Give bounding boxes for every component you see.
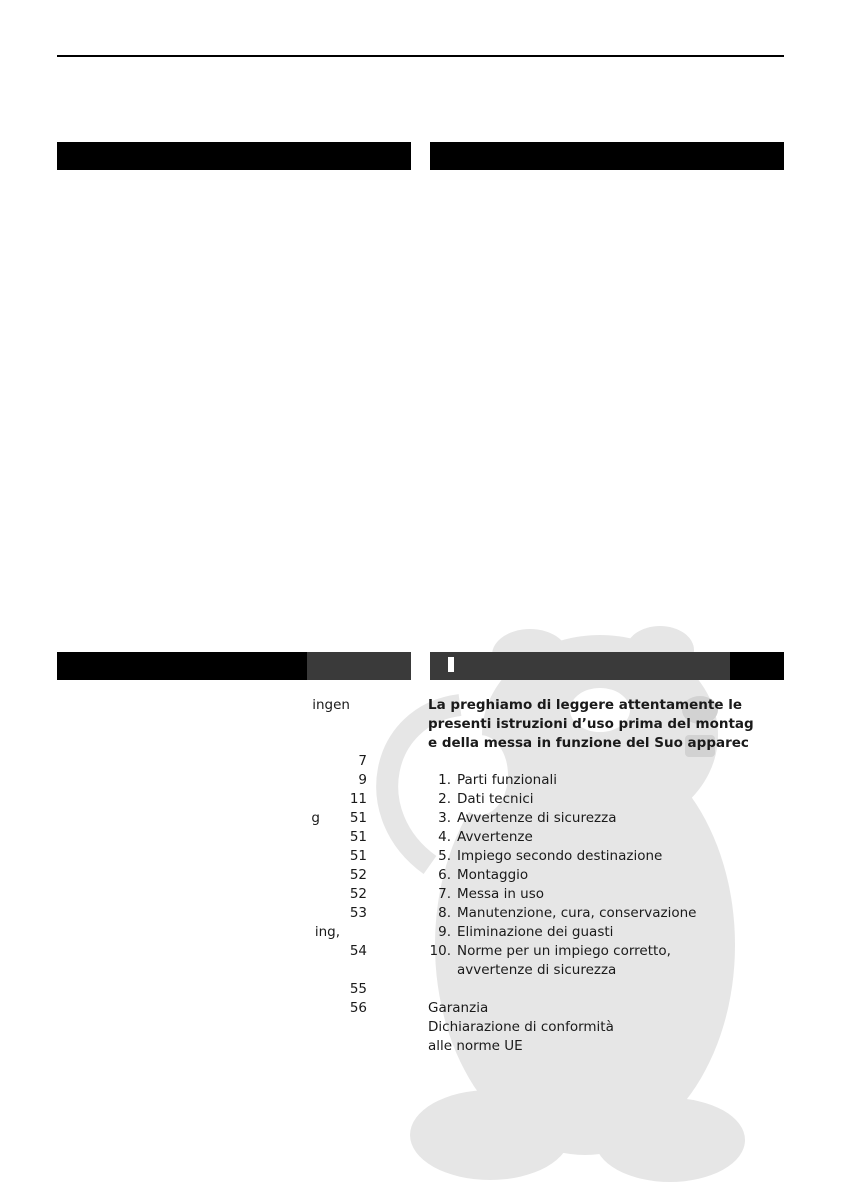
section-bar-left-accent (307, 652, 411, 680)
page-number: 52 (349, 867, 367, 883)
left-fragment: ingen (312, 697, 350, 713)
footer-item: Dichiarazione di conformità (428, 1019, 614, 1035)
footer-item: alle norme UE (428, 1038, 523, 1054)
intro-line: presenti istruzioni d’uso prima del montag (428, 716, 754, 732)
toc-item: avvertenze di sicurezza (457, 962, 617, 978)
header-bar-right (430, 142, 784, 170)
intro-line: La preghiamo di leggere attentamente le (428, 697, 742, 713)
left-fragment: g (311, 810, 320, 826)
page-number: 51 (349, 810, 367, 826)
section-letter-mark (448, 657, 454, 672)
page-number: 53 (349, 905, 367, 921)
toc-item: 7. Messa in uso (438, 886, 545, 902)
page-number: 54 (349, 943, 367, 959)
toc-item: 2. Dati tecnici (438, 791, 534, 807)
intro-line: e della messa in funzione del Suo apparec (428, 735, 749, 751)
page-number: 51 (349, 848, 367, 864)
toc-item: 3. Avvertenze di sicurezza (438, 810, 617, 826)
toc-item: 10. Norme per un impiego corretto, (429, 943, 671, 959)
page-number: 11 (349, 791, 367, 807)
toc-item: 9. Eliminazione dei guasti (438, 924, 614, 940)
page-number: 7 (358, 753, 367, 769)
page-number: 51 (349, 829, 367, 845)
page-number: 9 (358, 772, 367, 788)
header-bar-left (57, 142, 411, 170)
toc-item: 6. Montaggio (438, 867, 529, 883)
footer-item: Garanzia (428, 1000, 489, 1016)
top-rule (57, 55, 784, 57)
section-bar-right-accent (430, 652, 730, 680)
left-fragment: ing, (314, 924, 340, 940)
toc-item: 4. Avvertenze (438, 829, 533, 845)
page-number: 52 (349, 886, 367, 902)
toc-item: 8. Manutenzione, cura, conservazione (438, 905, 697, 921)
page-number: 56 (349, 1000, 367, 1016)
toc-item: 5. Impiego secondo destinazione (438, 848, 663, 864)
page-number: 55 (349, 981, 367, 997)
toc-item: 1. Parti funzionali (438, 772, 557, 788)
